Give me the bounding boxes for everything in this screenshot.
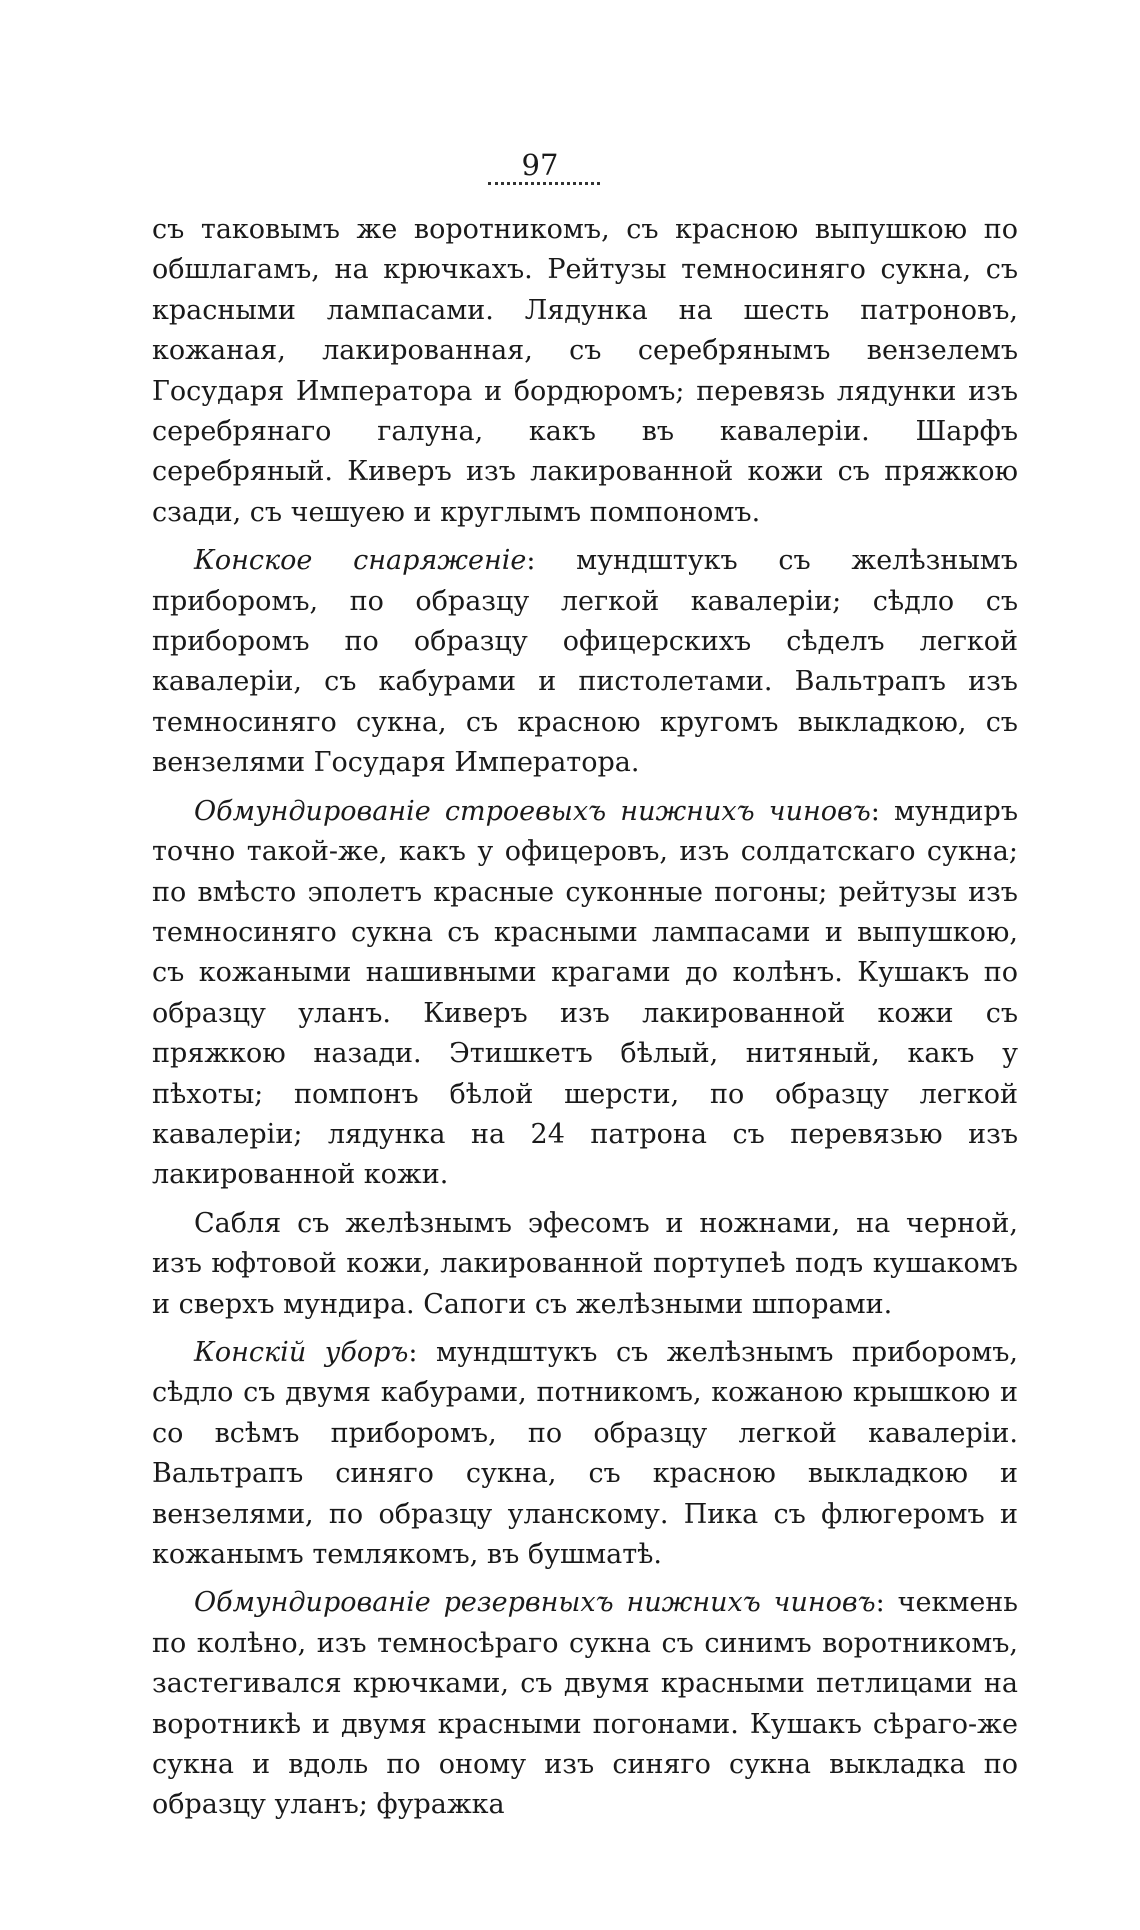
paragraph-6	[152, 1583, 1018, 1825]
paragraph-text: : мундштукъ съ желѣзнымъ приборомъ, сѣдло съ двумя кабурами, потникомъ, кожаною крышкою и со всѣмъ приборомъ, по образцу легкой кавалеріи. Вальтрапъ синяго сукна, съ красною выкладкою и вензелями, по образцу уланскому. Пика съ флюгеромъ и кожанымъ темлякомъ, въ бушматѣ.	[152, 1336, 1018, 1570]
paragraph-1	[152, 210, 1018, 533]
paragraph-text: : мундиръ точно такой-же, какъ у офицеровъ, изъ солдатскаго сукна; по вмѣсто эполетъ красные суконные погоны; рейтузы изъ темносиняго сукна съ красными лампасами и выпушкою, съ кожаными нашивными крагами до колѣнъ. Кушакъ по образцу уланъ. Киверъ изъ лакированной кожи съ пряжкою назади. Этишкетъ бѣлый, нитяный, какъ у пѣхоты; помпонъ бѣлой шерсти, по образцу легкой кавалеріи; лядунка на 24 патрона съ перевязью изъ лакированной кожи.	[152, 795, 1018, 1191]
paragraph-text: : мундштукъ съ желѣзнымъ приборомъ, по образцу легкой кавалеріи; сѣдло съ приборомъ по образцу офицерскихъ сѣделъ легкой кавалеріи, съ кабурами и пистолетами. Вальтрапъ изъ темносиняго сукна, съ красною кругомъ выкладкою, съ вензелями Государя Императора.	[152, 545, 1018, 779]
paragraph-3	[152, 792, 1018, 1196]
paragraph-heading: Обмундированіе резервныхъ нижнихъ чиновъ	[194, 1587, 876, 1619]
paragraph-heading: Обмундированіе строевыхъ нижнихъ чиновъ	[194, 795, 871, 827]
paragraph-2	[152, 541, 1018, 783]
paragraph-text: : чекмень по колѣно, изъ темносѣраго сукна съ синимъ воротникомъ, застегивался крючками, съ двумя красными петлицами на воротникѣ и двумя красными погонами. Кушакъ сѣраго-же сукна и вдоль по оному изъ синяго сукна выкладка по образцу уланъ; фуражка	[152, 1587, 1018, 1821]
paragraph-5	[152, 1333, 1018, 1575]
page-number: 97	[521, 148, 559, 182]
paragraph-heading: Конскій уборъ	[194, 1336, 409, 1368]
page-number-rule	[488, 182, 600, 185]
paragraph-text: съ таковымъ же воротникомъ, съ красною выпушкою по обшлагамъ, на крючкахъ. Рейтузы темносиняго сукна, съ красными лампасами. Лядунка на шесть патроновъ, кожаная, лакированная, съ серебрянымъ вензелемъ Государя Императора и бордюромъ; перевязь лядунки изъ серебрянаго галуна, какъ въ кавалеріи. Шарфъ серебряный. Киверъ изъ лакированной кожи съ пряжкою сзади, съ чешуею и круглымъ помпономъ.	[152, 214, 1018, 528]
body-text	[152, 210, 1018, 1826]
paragraph-text: Сабля съ желѣзнымъ эфесомъ и ножнами, на черной, изъ юфтовой кожи, лакированной портупеѣ подъ кушакомъ и сверхъ мундира. Сапоги съ желѣзными шпорами.	[152, 1207, 1018, 1320]
paragraph-4	[152, 1204, 1018, 1325]
paragraph-heading: Конское снаряженіе	[194, 545, 527, 577]
